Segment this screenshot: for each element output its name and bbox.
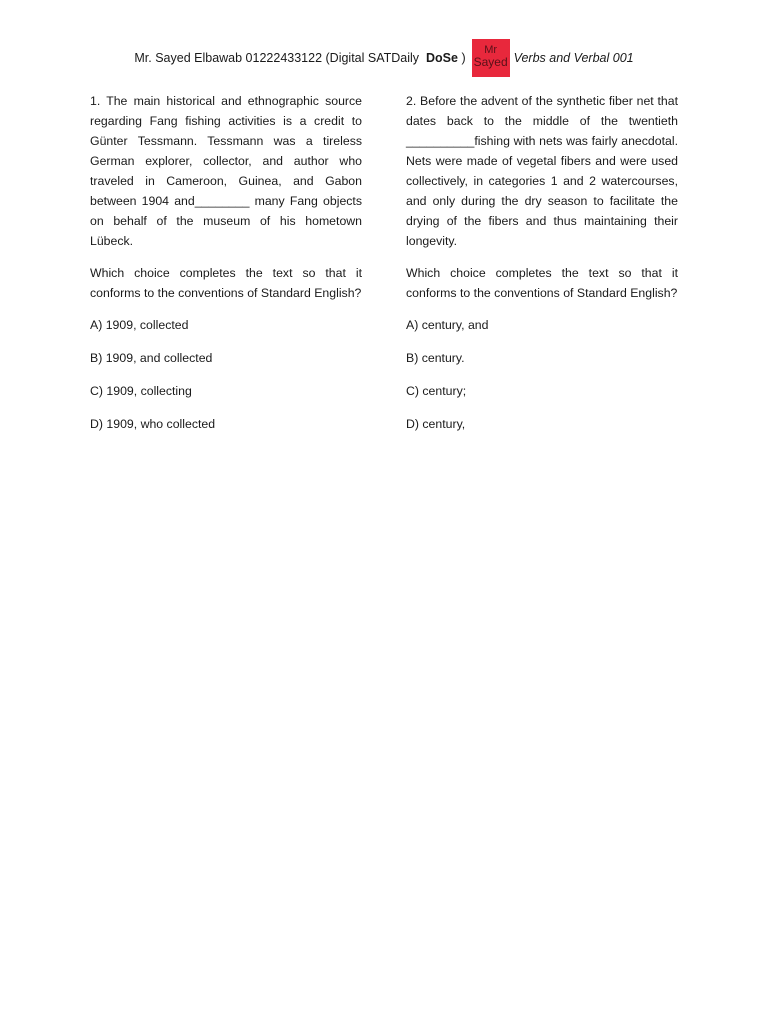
header-close-paren: ): [461, 51, 466, 65]
question-1-choice-c: C) 1909, collecting: [90, 384, 192, 398]
question-2-choice-c: C) century;: [406, 384, 467, 398]
question-1-prompt: Which choice completes the text so that it conforms to the conventions of Standard English?: [90, 266, 362, 300]
header-topic-text: Verbs and Verbal 001: [513, 51, 634, 65]
question-1-passage: 1. The main historical and ethnographic source regarding Fang fishing activities is a credit to Günter Tessmann. Tessmann was a tireless German explorer, collector, and author who traveled in Cameroon, Guinea, and Gabon between 1904 and________ many Fang objects on behalf of the museum of his hometown Lübeck.: [90, 94, 362, 248]
question-1-choice-d: D) 1909, who collected: [90, 417, 216, 431]
question-2-choice-a: A) century, and: [406, 318, 489, 332]
question-2: [406, 91, 678, 447]
question-2-choice-b: B) century.: [406, 351, 465, 365]
page-header: [0, 38, 768, 78]
question-2-prompt: Which choice completes the text so that it conforms to the conventions of Standard English?: [406, 266, 678, 300]
header-dose-text: DoSe: [426, 51, 458, 65]
question-1: [90, 91, 362, 447]
logo-line-1: Mr: [484, 44, 498, 56]
question-1-choice-b: B) 1909, and collected: [90, 351, 213, 365]
question-2-choice-d: D) century,: [406, 417, 466, 431]
header-author-text: Mr. Sayed Elbawab 01222433122 (Digital SATDaily: [134, 51, 420, 65]
logo-line-2: Sayed: [473, 55, 508, 69]
question-1-choice-a: A) 1909, collected: [90, 318, 189, 332]
question-2-passage: 2. Before the advent of the synthetic fiber net that dates back to the middle of the twentieth __________fishing with nets was fairly anecdotal. Nets were made of vegetal fibers and were used collectively, in categories 1 and 2 watercourses, and only during the dry season to facilitate the drying of the fibers and thus maintaining their longevity.: [406, 94, 678, 248]
mr-sayed-logo: [472, 39, 510, 77]
